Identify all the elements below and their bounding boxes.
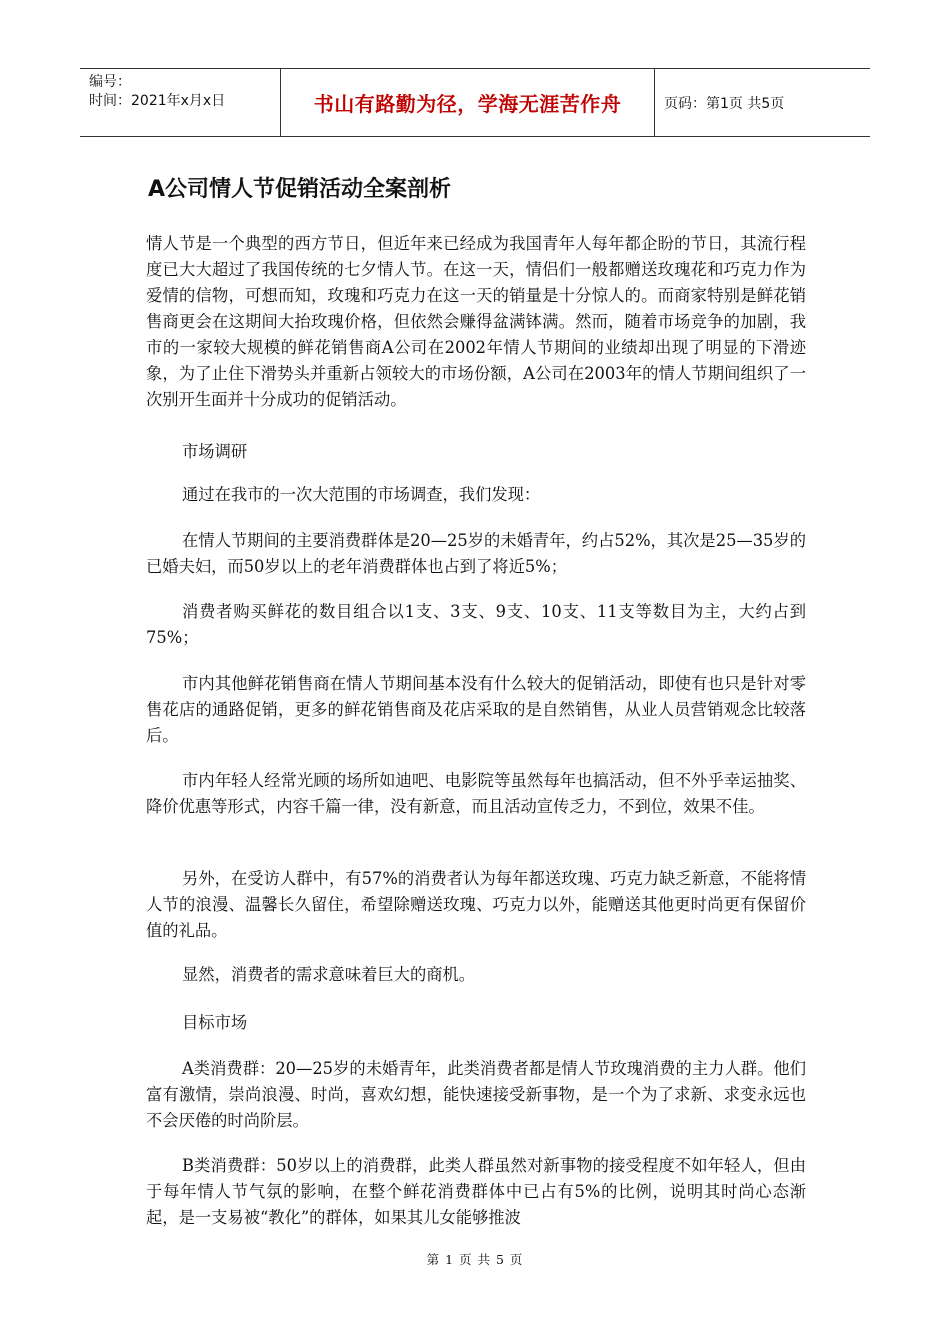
paragraph: B类消费群：50岁以上的消费群，此类人群虽然对新事物的接受程度不如年轻人，但由于每年情人节气氛的影响，在整个鲜花消费群体中已占有5%的比例，说明其时尚心态渐起，是一支易被“教化”的群体，如果其儿女能够推波 — [146, 1156, 806, 1227]
paragraph: 在情人节期间的主要消费群体是20—25岁的未婚青年，约占52%，其次是25—35岁的已婚夫妇，而50岁以上的老年消费群体也占到了将近5%； — [146, 531, 806, 576]
header-table — [80, 68, 870, 137]
header-motto: 书山有路勤为径，学海无涯苦作舟 — [280, 69, 655, 136]
document-title: A公司情人节促销活动全案剖析 — [148, 177, 452, 202]
paragraph: 消费者购买鲜花的数目组合以1支、3支、9支、10支、11支等数目为主，大约占到75%； — [146, 602, 806, 647]
header-page-info: 页码：第1页 共5页 — [664, 95, 785, 112]
section-heading-target-market: 目标市场 — [182, 1013, 248, 1032]
paragraph: 另外，在受访人群中，有57%的消费者认为每年都送玫瑰、巧克力缺乏新意，不能将情人节的浪漫、温馨长久留住，希望除赠送玫瑰、巧克力以外，能赠送其他更时尚更有保留价值的礼品。 — [146, 869, 806, 940]
intro-paragraph: 情人节是一个典型的西方节日，但近年来已经成为我国青年人每年都企盼的节日，其流行程度已大大超过了我国传统的七夕情人节。在这一天，情侣们一般都赠送玫瑰花和巧克力作为爱情的信物，可想而知，玫瑰和巧克力在这一天的销量是十分惊人的。而商家特别是鲜花销售商更会在这期间大抬玫瑰价格，但依然会赚得盆满钵满。然而，随着市场竞争的加剧，我市的一家较大规模的鲜花销售商A公司在2002年情人节期间的业绩却出现了明显的下滑迹象，为了止住下滑势头并重新占领较大的市场份额，A公司在2003年的情人节期间组织了一次别开生面并十分成功的促销活动。 — [146, 234, 806, 409]
number-label: 编号： — [89, 74, 131, 90]
paragraph: A类消费群：20—25岁的未婚青年，此类消费者都是情人节玫瑰消费的主力人群。他们富有激情，崇尚浪漫、时尚，喜欢幻想，能快速接受新事物，是一个为了求新、求变永远也不会厌倦的时尚阶层。 — [146, 1059, 806, 1130]
page-footer: 第 1 页 共 5 页 — [426, 1252, 524, 1267]
paragraph: 市内其他鲜花销售商在情人节期间基本没有什么较大的促销活动，即使有也只是针对零售花店的通路促销，更多的鲜花销售商及花店采取的是自然销售，从业人员营销观念比较落后。 — [146, 674, 806, 745]
time-label: 时间：2021年x月x日 — [89, 93, 226, 109]
header-meta — [80, 69, 280, 136]
paragraph: 显然，消费者的需求意味着巨大的商机。 — [182, 965, 476, 984]
paragraph: 通过在我市的一次大范围的市场调查，我们发现： — [182, 485, 541, 504]
paragraph: 市内年轻人经常光顾的场所如迪吧、电影院等虽然每年也搞活动，但不外乎幸运抽奖、降价优惠等形式，内容千篇一律，没有新意，而且活动宣传乏力，不到位，效果不佳。 — [146, 771, 806, 816]
section-heading-market-research: 市场调研 — [182, 442, 248, 461]
